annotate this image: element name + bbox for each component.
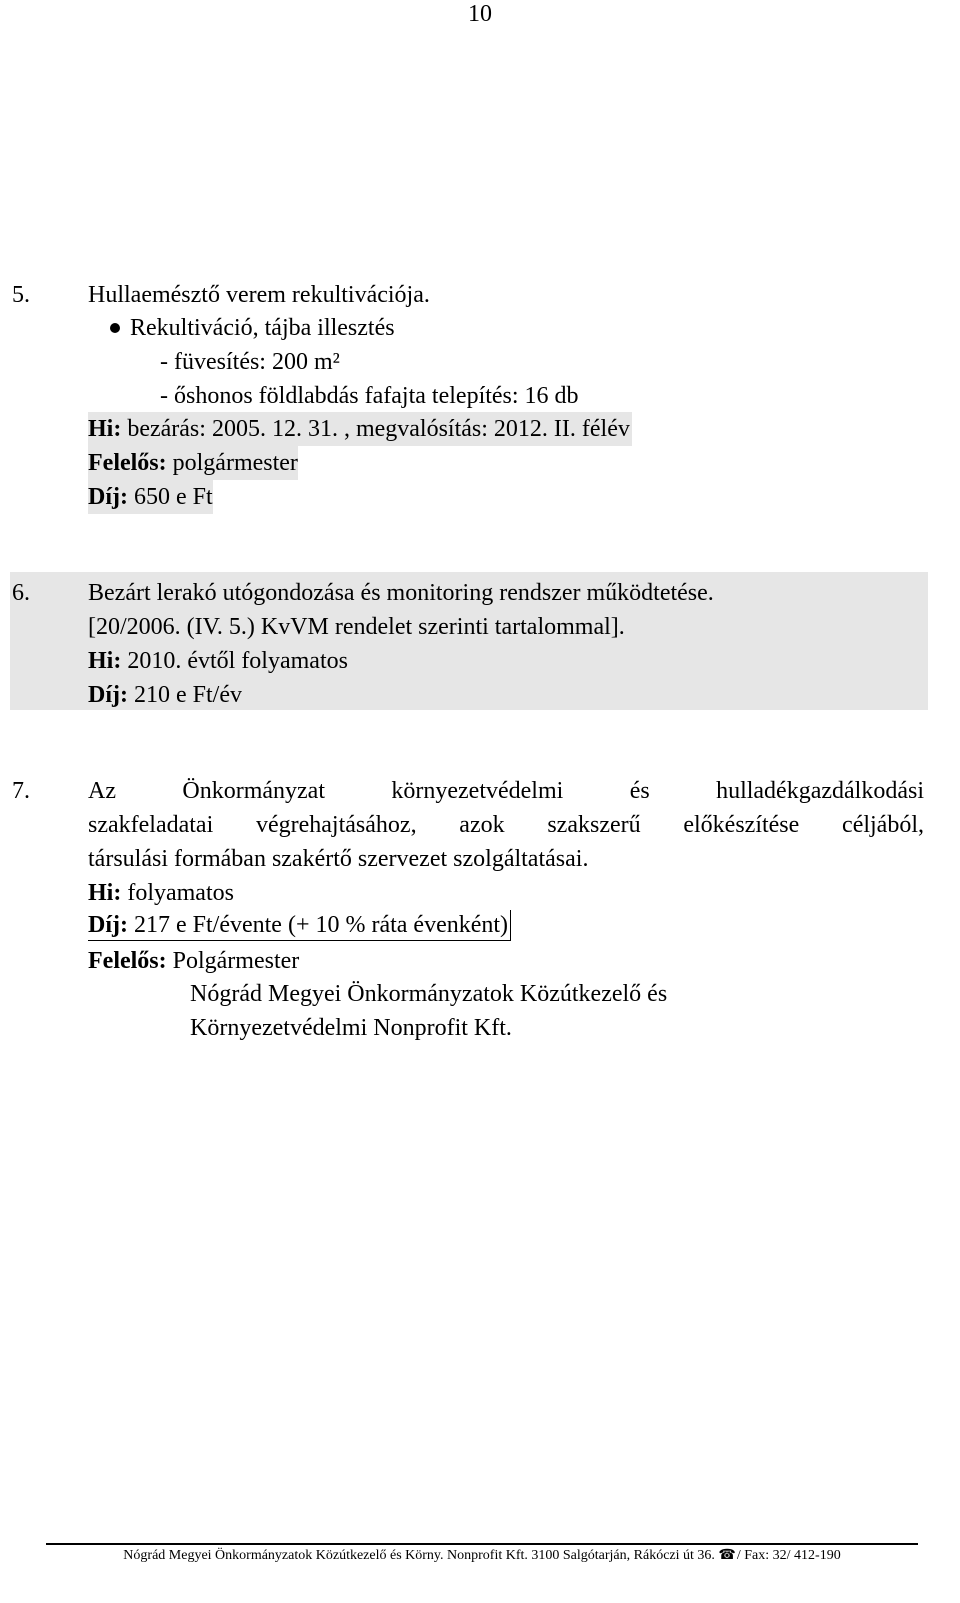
item7-text-line2: szakfeladatai végrehajtásához, azok szakszerű előkészítése céljából, (88, 812, 924, 838)
footer-address: Nógrád Megyei Önkormányzatok Közútkezelő és Körny. Nonprofit Kft. 3100 Salgótarján, Rákóczi út 36. (123, 1548, 719, 1563)
item5-number: 5. (12, 282, 30, 308)
item6-number: 6. (12, 580, 30, 606)
item5-subitem-planting: - őshonos földlabdás fafajta telepítés: 16 db (160, 383, 579, 409)
item7-felelos-value: Polgármester (166, 948, 300, 974)
item7-felelos-label: Felelős: (88, 948, 167, 974)
item7-dij-value: 217 e Ft/évente (+ 10 % ráta évenként) (127, 912, 509, 938)
item5-responsible (88, 446, 298, 480)
item5-dij-value: 650 e Ft (127, 484, 213, 510)
item5-fee (88, 480, 213, 514)
item6-hi-value: 2010. évtől folyamatos (121, 648, 348, 674)
item6-dij-value: 210 e Ft/év (127, 682, 242, 708)
item5-hi-label: Hi: (88, 416, 122, 442)
item5-hi-value: bezárás: 2005. 12. 31. , megvalósítás: 2012. II. félév (121, 416, 630, 442)
item7-deadline (88, 876, 234, 910)
item5-felelos-label: Felelős: (88, 450, 167, 476)
item6-deadline (88, 644, 348, 678)
item7-number: 7. (12, 778, 30, 804)
item5-deadline (88, 412, 632, 446)
footer-divider (46, 1543, 918, 1545)
item7-fee (88, 910, 511, 941)
item7-hi-value: folyamatos (121, 880, 234, 906)
item6-fee (88, 678, 242, 712)
item5-title: Hullaemésztő verem rekultivációja. (88, 282, 430, 308)
item7-organization-line1: Nógrád Megyei Önkormányzatok Közútkezelő és (190, 981, 668, 1007)
page-number: 10 (468, 1, 492, 27)
phone-icon: ☎ (718, 1548, 736, 1563)
item6-dij-label: Díj: (88, 682, 128, 708)
item5-bullet-text: Rekultiváció, tájba illesztés (130, 315, 395, 341)
item7-dij-label: Díj: (88, 912, 128, 938)
item5-felelos-value: polgármester (166, 450, 298, 476)
footer-fax: / Fax: 32/ 412-190 (736, 1548, 841, 1563)
item5-subitem-grassing: - füvesítés: 200 m² (160, 349, 340, 375)
item7-text-line1: Az Önkormányzat környezetvédelmi és hulladékgazdálkodási (88, 778, 924, 804)
item7-responsible (88, 944, 299, 978)
item6-regulation: [20/2006. (IV. 5.) KvVM rendelet szerinti tartalommal]. (88, 614, 625, 640)
page-footer (46, 1546, 918, 1566)
item6-hi-label: Hi: (88, 648, 122, 674)
item7-hi-label: Hi: (88, 880, 122, 906)
item7-text-line3: társulási formában szakértő szervezet szolgáltatásai. (88, 846, 589, 872)
item5-dij-label: Díj: (88, 484, 128, 510)
bullet-icon (110, 323, 120, 333)
item6-title: Bezárt lerakó utógondozása és monitoring rendszer működtetése. (88, 580, 714, 606)
item7-organization-line2: Környezetvédelmi Nonprofit Kft. (190, 1015, 512, 1041)
